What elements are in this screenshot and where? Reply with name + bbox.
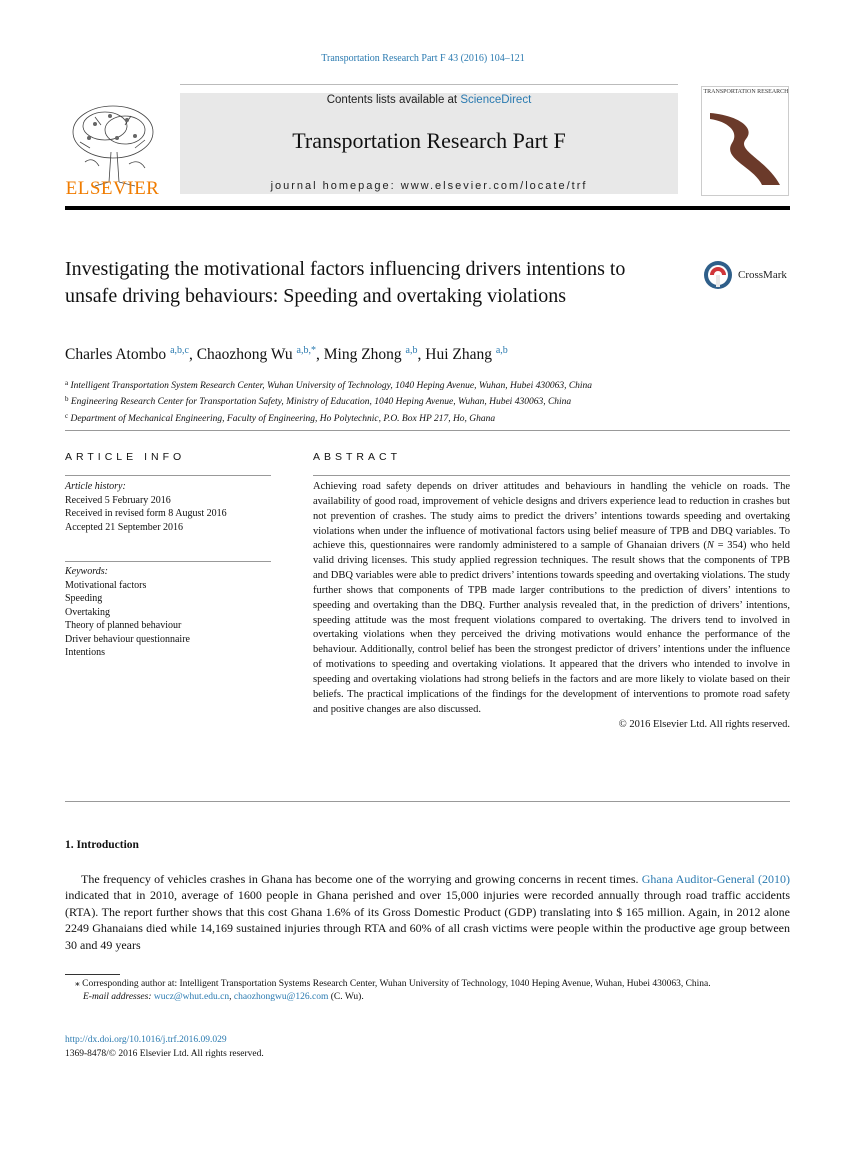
journal-reference[interactable]: Transportation Research Part F 43 (2016) 104–121 <box>321 53 525 64</box>
abstract-copyright: © 2016 Elsevier Ltd. All rights reserved. <box>618 718 790 730</box>
cover-title: TRANSPORTATION RESEARCH <box>703 89 789 95</box>
abstract-body <box>313 480 790 732</box>
affiliation-mark: b <box>65 395 69 404</box>
crossmark-label[interactable]: CrossMark <box>738 269 787 281</box>
affiliation-mark: a <box>65 379 69 387</box>
email-separator: , <box>229 992 234 1003</box>
keyword-item: Intentions <box>65 647 105 658</box>
introduction-heading: 1. Introduction <box>65 839 139 851</box>
keywords <box>65 565 271 660</box>
author-affil-mark[interactable]: a,b,* <box>296 345 316 356</box>
history-label: Article history: <box>65 481 126 492</box>
header-divider <box>65 206 790 210</box>
keyword-item: Driver behaviour questionnaire <box>65 633 190 645</box>
abstract-heading: ABSTRACT <box>313 451 402 463</box>
intro-text-2: indicated that in 2010, average of 1600 people in Ghana perished and over 15,000 injuries were recorded annually through road traffic accidents (RTA). The report further shows that this cost Ghana 1.6% of its Gross Domestic Product (GDP) translating into $ 165 million. Again, in 2012 alone 2249 Ghanaians died while 14,169 sustained injuries through RTA and 60% of all crash victims were people within the productive age group between 30 and 49 years <box>65 888 790 952</box>
abstract-text-2: = 354) who held valid driving licenses. This study applied regression techniques. The result shows that the components of TPB and DBQ variables were able to predict drivers’ intentions towards speeding and overtaking violations. The study further shows that components of TPB made larger contributions to the prediction of divers’ intentions to speeding and overtaking than the DBQ. Further analysis revealed that, in the prediction of drivers’ intentions, speeding attitude was the most frequent violations compared to overtaking. The drivers tend to involved in overtaking violations when they perceived the driving motivations would enhance the performance of the behaviour. Additionally, control belief has been the strongest predictor of drivers’ intentions under the influence of motivations to speeding and overtaking violations. It appeared that the drivers who intended to involve in speeding and overtaking violations had strong beliefs in the factors and are more likely to violate based on their beliefs. The practical implications of the findings for the development of interventions to promote road safety and positive changes are also discussed. <box>313 540 790 715</box>
keywords-rule <box>65 561 271 562</box>
affiliation-mark: c <box>65 411 69 420</box>
affiliation-text: Engineering Research Center for Transportation Safety, Ministry of Education, 1040 Heping Avenue, Wuhan, Hubei 430063, China <box>70 397 572 408</box>
citation-link[interactable]: Ghana Auditor-General (2010) <box>641 872 790 886</box>
author-separator: , <box>315 346 324 363</box>
keyword-item: Overtaking <box>65 606 110 618</box>
corresponding-author-note: ⁎ Corresponding author at: Intelligent Transportation Systems Research Center, Wuhan University of Technology, 1040 Heping Avenue, Wuhan, Hubei 430063, China. <box>75 979 711 989</box>
sciencedirect-link[interactable]: ScienceDirect <box>460 94 532 106</box>
email-link-2[interactable]: chaozhongwu@126.com <box>233 992 329 1003</box>
cover-road-icon <box>706 109 786 189</box>
contents-prefix: Contents lists available at <box>326 94 461 106</box>
author-separator: , <box>188 346 197 363</box>
article-info-rule <box>65 475 271 476</box>
footnotes <box>65 978 790 1005</box>
introduction-paragraph <box>65 871 790 953</box>
affiliation-item <box>65 377 790 393</box>
journal-title: Transportation Research Part F <box>292 128 566 153</box>
keyword-item: Motivational factors <box>65 579 147 591</box>
author-2[interactable] <box>197 346 316 363</box>
abstract-rule <box>313 475 790 476</box>
author-4[interactable] <box>425 346 508 363</box>
abstract-paragraph <box>313 480 790 718</box>
article-title: Investigating the motivational factors influencing drivers intentions to unsafe driving behaviours: Speeding and overtaking violations <box>65 258 626 307</box>
email-link-1[interactable]: wucz@whut.edu.cn <box>153 992 230 1003</box>
history-item: Received in revised form 8 August 2016 <box>65 508 227 519</box>
author-affil-mark[interactable]: a,b <box>405 345 418 356</box>
sample-size-symbol: N <box>706 540 714 552</box>
affiliation-item <box>65 393 790 409</box>
doi-block <box>65 1034 264 1061</box>
header-rule <box>180 84 678 85</box>
keywords-label: Keywords: <box>65 566 108 577</box>
article-history <box>65 480 271 534</box>
affiliations <box>65 377 790 426</box>
footnote-rule <box>65 974 120 975</box>
author-name[interactable]: Charles Atombo <box>65 346 167 363</box>
abstract-text-1: Achieving road safety depends on driver attitudes and behaviours in handling the vehicle on roads. The availability of good road, improvement of vehicle designs and drivers experience lead to reduction in crashes but not prevention of crashes. The study aims to predict the drivers’ intentions towards speeding and overtaking violations when under the influence of motivational factors using belief measure of TPB and DBQ variables. To achieve this, questionnaires were randomly administered to a sample of Ghanaian drivers ( <box>313 481 790 552</box>
section-divider <box>65 801 790 802</box>
elsevier-wordmark[interactable]: ELSEVIER <box>65 178 160 199</box>
history-item: Accepted 21 September 2016 <box>65 521 184 533</box>
keyword-item: Speeding <box>65 593 103 604</box>
intro-text-1: The frequency of vehicles crashes in Ghana has become one of the worrying and growing concerns in recent times. <box>81 872 642 886</box>
doi-link[interactable]: http://dx.doi.org/10.1016/j.trf.2016.09.029 <box>65 1035 227 1045</box>
author-affil-mark[interactable]: a,b,c <box>170 345 189 356</box>
email-suffix: (C. Wu). <box>328 992 364 1003</box>
affiliation-text: Intelligent Transportation System Research Center, Wuhan University of Technology, 1040 Heping Avenue, Wuhan, Hubei 430063, China <box>70 381 593 391</box>
affiliation-item <box>65 410 790 426</box>
section-divider <box>65 430 790 431</box>
author-1[interactable] <box>65 346 189 363</box>
author-3[interactable] <box>324 346 418 363</box>
keyword-item: Theory of planned behaviour <box>65 620 182 631</box>
article-info-heading: ARTICLE INFO <box>65 451 186 463</box>
journal-homepage[interactable]: journal homepage: www.elsevier.com/locate/trf <box>270 180 588 192</box>
author-affil-mark[interactable]: a,b <box>495 345 508 356</box>
author-name[interactable]: Hui Zhang <box>425 346 492 363</box>
contents-line <box>180 94 678 106</box>
crossmark-icon[interactable] <box>702 259 736 291</box>
email-note <box>65 991 790 1004</box>
author-list <box>65 345 508 364</box>
author-name[interactable]: Chaozhong Wu <box>196 346 293 363</box>
email-label: E-mail addresses: <box>83 992 152 1003</box>
author-separator: , <box>417 346 426 363</box>
affiliation-text: Department of Mechanical Engineering, Faculty of Engineering, Ho Polytechnic, P.O. Box HP 217, Ho, Ghana <box>70 413 496 424</box>
history-item: Received 5 February 2016 <box>65 494 171 506</box>
issn-line: 1369-8478/© 2016 Elsevier Ltd. All rights reserved. <box>65 1048 264 1059</box>
author-name[interactable]: Ming Zhong <box>323 346 402 363</box>
journal-cover-thumbnail[interactable] <box>701 86 789 196</box>
